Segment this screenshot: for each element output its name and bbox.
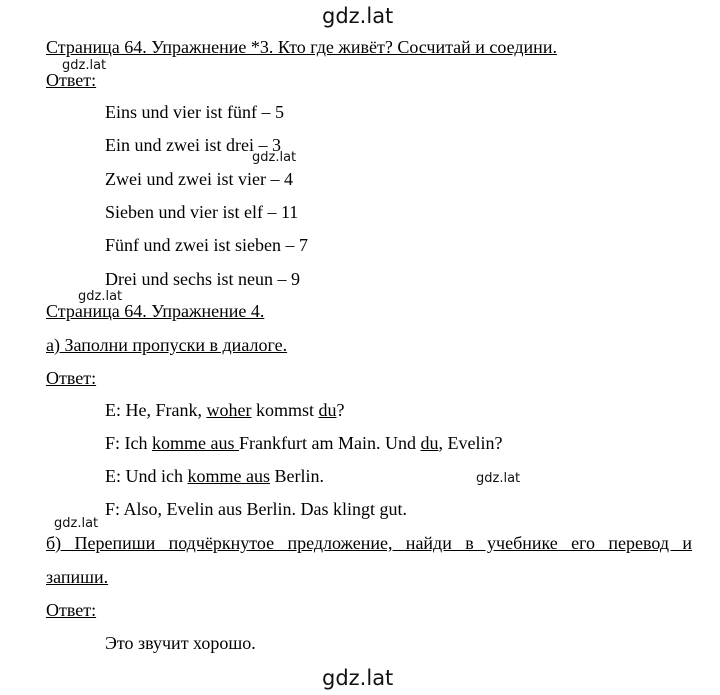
watermark-top: gdz.lat	[322, 4, 394, 28]
dialog-line-3-post: Berlin.	[270, 466, 324, 486]
dialog-line-3-underlined: komme aus	[187, 466, 270, 486]
dialog-line-2-pre: F: Ich	[105, 433, 152, 453]
watermark-bottom: gdz.lat	[322, 666, 394, 690]
dialog-line-1-underlined-1: woher	[206, 400, 252, 420]
dialog-line-1-underlined-2: du	[318, 400, 337, 420]
dialog-line-2-underlined-2: du	[420, 433, 439, 453]
watermark-before-b: gdz.lat	[54, 516, 99, 531]
ex3-line-6: Drei und sechs ist neun – 9	[105, 269, 300, 289]
exercise4-part-b-line-2: запиши.	[46, 567, 109, 587]
dialog-line-2	[105, 432, 502, 454]
exercise4-answer-label-b: Ответ:	[46, 600, 97, 620]
exercise3-title: Страница 64. Упражнение *3. Кто где живёт? Сосчитай и соедини.	[46, 37, 557, 57]
exercise4-part-b-line-1: б) Перепиши подчёркнутое предложение, найди в учебнике его перевод и	[46, 533, 692, 553]
watermark-before-title2: gdz.lat	[78, 289, 123, 304]
dialog-line-2-post: , Evelin?	[438, 433, 503, 453]
dialog-line-1-post: ?	[336, 400, 345, 420]
watermark-in-list: gdz.lat	[252, 150, 297, 165]
ex3-line-3: Zwei und zwei ist vier – 4	[105, 169, 293, 189]
dialog-line-2-underlined-1: komme aus	[152, 433, 239, 453]
dialog-line-1	[105, 399, 344, 421]
watermark-after-title: gdz.lat	[62, 58, 107, 73]
exercise3-answer-label: Ответ:	[46, 70, 97, 90]
exercise4-part-a: а) Заполни пропуски в диалоге.	[46, 335, 288, 355]
watermark-right: gdz.lat	[476, 471, 521, 486]
exercise4-answer-label-a: Ответ:	[46, 368, 97, 388]
ex3-line-2: Ein und zwei ist drei – 3	[105, 135, 281, 155]
dialog-line-3	[105, 465, 324, 487]
ex3-line-1: Eins und vier ist fünf – 5	[105, 102, 284, 122]
dialog-line-2-mid: Frankfurt am Main. Und	[239, 433, 421, 453]
ex3-line-4: Sieben und vier ist elf – 11	[105, 202, 299, 222]
dialog-line-3-pre: E: Und ich	[105, 466, 188, 486]
ex3-line-5: Fünf und zwei ist sieben – 7	[105, 235, 308, 255]
exercise4-answer-b: Это звучит хорошо.	[105, 633, 256, 653]
dialog-line-1-mid: kommst	[251, 400, 319, 420]
dialog-line-4: F: Also, Evelin aus Berlin. Das klingt gut.	[105, 499, 407, 519]
exercise4-title: Страница 64. Упражнение 4.	[46, 301, 265, 321]
dialog-line-1-pre: E: He, Frank,	[105, 400, 207, 420]
